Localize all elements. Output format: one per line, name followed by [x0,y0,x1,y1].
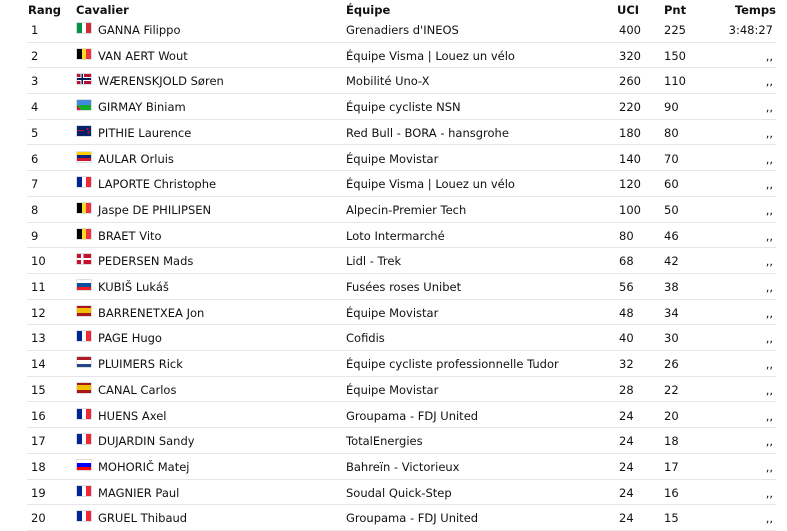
points: 90 [664,100,679,115]
points: 46 [664,228,679,243]
time: ,, [765,331,773,346]
team-name[interactable]: Bahreïn - Victorieux [346,459,460,474]
rider-name[interactable]: GRUEL Thibaud [98,511,188,526]
points: 150 [664,48,686,63]
table-row [27,324,776,351]
uci-points: 320 [619,48,641,63]
time: ,, [765,48,773,63]
table-row [27,196,776,223]
time: ,, [765,151,773,166]
uci-points: 260 [619,74,641,89]
rank-cell: 16 [31,408,46,423]
denmark-flag-icon [77,254,91,264]
rank-cell: 13 [31,331,46,346]
time: ,, [765,485,773,500]
team-name[interactable]: Équipe Visma | Louez un vélo [346,177,515,192]
slovakia-flag-icon [77,280,91,290]
rank-cell: 12 [31,305,46,320]
points: 30 [664,331,679,346]
points: 80 [664,125,679,140]
uci-points: 40 [619,331,634,346]
points: 110 [664,74,686,89]
points: 225 [664,23,686,37]
points: 15 [664,511,679,526]
team-name[interactable]: Soudal Quick-Step [346,485,452,500]
spain-flag-icon [77,383,91,393]
rider-name[interactable]: PITHIE Laurence [98,125,192,140]
table-row [27,427,776,454]
table-row [27,350,776,377]
rank-cell: 5 [31,125,39,140]
time: ,, [765,357,773,372]
header-rank[interactable]: Rang [28,3,62,17]
table-row [27,402,776,429]
rank-cell: 18 [31,459,46,474]
rider-name[interactable]: Jaspe DE PHILIPSEN [98,202,212,217]
team-name[interactable]: Fusées roses Unibet [346,280,462,294]
rank-cell: 3 [31,74,39,89]
team-name[interactable]: Loto Intermarché [346,228,445,243]
team-name[interactable]: Red Bull - BORA - hansgrohe [346,125,509,140]
france-flag-icon [77,511,91,521]
spain-flag-icon [77,306,91,316]
table-row [27,479,776,506]
time: ,, [765,382,773,397]
team-name[interactable]: TotalEnergies [346,434,423,449]
uci-points: 24 [619,459,634,474]
table-row [27,119,776,146]
table-row [27,299,776,326]
header-points[interactable]: Pnt [664,3,687,17]
uci-points: 28 [619,382,634,397]
france-flag-icon [77,486,91,496]
points: 20 [664,408,679,423]
uci-points: 80 [619,228,634,243]
rank-cell: 7 [31,177,39,192]
team-name[interactable]: Équipe Movistar [346,151,439,166]
points: 38 [664,280,679,294]
team-name[interactable]: Équipe Movistar [346,382,439,397]
france-flag-icon [77,434,91,444]
rider-name[interactable]: MOHORIČ Matej [98,459,190,474]
points: 18 [664,434,679,449]
time: ,, [765,511,773,526]
rider-name[interactable]: HUENS Axel [98,408,167,423]
rider-name[interactable]: CANAL Carlos [98,382,177,397]
venezuela-flag-icon [77,152,91,162]
uci-points: 180 [619,125,641,140]
rank-cell: 9 [31,228,39,243]
points: 17 [664,459,679,474]
rank-cell: 10 [31,254,46,269]
team-name[interactable]: Équipe Movistar [346,305,439,320]
rider-name[interactable]: MAGNIER Paul [98,485,180,500]
team-name[interactable]: Équipe cycliste NSN [346,100,461,115]
rank-cell: 19 [31,485,46,500]
uci-points: 48 [619,305,634,320]
rider-name[interactable]: VAN AERT Wout [98,48,188,63]
team-name[interactable]: Groupama - FDJ United [346,511,479,526]
points: 16 [664,485,679,500]
table-row [27,504,776,531]
team-name[interactable]: Mobilité Uno-X [346,74,430,89]
team-name[interactable]: Grenadiers d'INEOS [346,23,459,37]
points: 34 [664,305,679,320]
table-row [27,67,776,94]
rider-name[interactable]: PAGE Hugo [98,331,162,346]
uci-points: 24 [619,408,634,423]
norway-flag-icon [77,74,91,84]
uci-points: 56 [619,280,634,294]
table-row [27,16,776,43]
table-row [27,222,776,249]
time: ,, [765,100,773,115]
table-row [27,453,776,480]
rider-name[interactable]: PLUIMERS Rick [98,357,183,372]
eritrea-flag-icon [77,100,91,110]
rider-name[interactable]: BARRENETXEA Jon [98,305,205,320]
new-zealand-flag-icon [77,126,91,136]
rider-name[interactable]: WÆRENSKJOLD Søren [98,74,224,89]
netherlands-flag-icon [77,357,91,367]
time: ,, [765,280,773,294]
uci-points: 140 [619,151,641,166]
rider-name[interactable]: LAPORTE Christophe [98,177,217,192]
time: ,, [765,254,773,269]
slovenia-flag-icon [77,460,91,470]
belgium-flag-icon [77,49,91,59]
rider-name[interactable]: BRAET Vito [98,228,162,243]
team-name[interactable]: Cofidis [346,331,385,346]
rider-name[interactable]: GANNA Filippo [98,23,181,37]
rank-cell: 14 [31,357,46,372]
table-row [27,247,776,274]
uci-points: 32 [619,357,634,372]
team-name[interactable]: Alpecin-Premier Tech [346,202,467,217]
time: ,, [765,177,773,192]
time: ,, [765,125,773,140]
rank-cell: 15 [31,382,46,397]
table-row [27,376,776,403]
table-row [27,42,776,69]
rider-name[interactable]: AULAR Orluis [98,151,174,166]
team-name[interactable]: Équipe Visma | Louez un vélo [346,48,515,63]
rank-cell: 6 [31,151,39,166]
rider-name[interactable]: DUJARDIN Sandy [98,434,195,449]
table-row [27,170,776,197]
uci-points: 24 [619,434,634,449]
points: 60 [664,177,679,192]
table-header [0,0,787,16]
time: ,, [765,202,773,217]
table-row [27,145,776,172]
belgium-flag-icon [77,229,91,239]
time: ,, [765,305,773,320]
uci-points: 220 [619,100,641,115]
team-name[interactable]: Lidl - Trek [346,254,402,269]
uci-points: 24 [619,485,634,500]
table-row [27,93,776,120]
time: ,, [765,74,773,89]
france-flag-icon [77,331,91,341]
header-rider[interactable]: Cavalier [76,3,129,17]
time: 3:48:27 [728,23,773,37]
rider-name[interactable]: PEDERSEN Mads [98,254,194,269]
france-flag-icon [77,177,91,187]
points: 42 [664,254,679,269]
rank-cell: 2 [31,48,39,63]
uci-points: 120 [619,177,641,192]
uci-points: 24 [619,511,634,526]
france-flag-icon [77,409,91,419]
belgium-flag-icon [77,203,91,213]
rank-cell: 20 [31,511,46,526]
rider-name[interactable]: KUBIŠ Lukáš [98,280,169,294]
points: 22 [664,382,679,397]
team-name[interactable]: Groupama - FDJ United [346,408,479,423]
points: 50 [664,202,679,217]
header-uci[interactable]: UCI [617,3,640,17]
rank-cell: 17 [31,434,46,449]
time: ,, [765,408,773,423]
uci-points: 400 [619,23,641,37]
team-name[interactable]: Équipe cycliste professionnelle Tudor [346,357,559,372]
rider-name[interactable]: GIRMAY Biniam [98,100,186,115]
rank-cell: 8 [31,202,39,217]
rank-cell: 4 [31,100,39,115]
points: 70 [664,151,679,166]
uci-points: 100 [619,202,641,217]
time: ,, [765,434,773,449]
italy-flag-icon [77,23,91,33]
header-time[interactable]: Temps [734,3,776,17]
rank-cell: 1 [31,23,39,37]
table-row [27,273,776,300]
rank-cell: 11 [31,280,46,294]
points: 26 [664,357,679,372]
uci-points: 68 [619,254,634,269]
time: ,, [765,459,773,474]
time: ,, [765,228,773,243]
header-team[interactable]: Équipe [346,3,391,17]
